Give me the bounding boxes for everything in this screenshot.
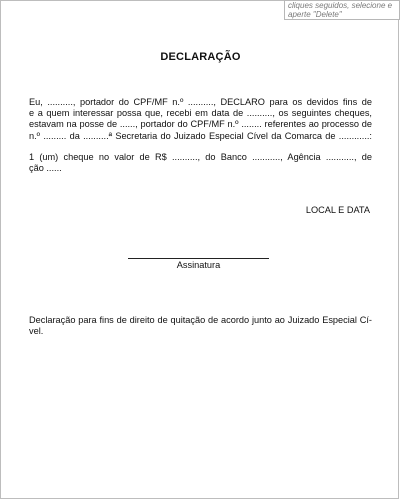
document-title: DECLARAÇÃO bbox=[160, 51, 241, 63]
declaration-line-2: e a quem interessar possa que, recebi em data de .........., os seguintes cheques, bbox=[29, 108, 372, 119]
declaration-line-3: estavam na posse de ......, portador do CPF/MF n.º ........ referentes ao processo de bbox=[29, 119, 372, 130]
local-and-date: LOCAL E DATA bbox=[305, 205, 370, 215]
declaration-line-1: Eu, .........., portador do CPF/MF n.º .........., DECLARO para os devidos fins de bbox=[29, 97, 372, 107]
declaration-line-4: n.º ......... da ..........ª Secretaria do Juizado Especial Cível da Comarca de ............: bbox=[29, 130, 372, 141]
edit-hint-line-1: cliques seguidos, selecione e bbox=[288, 1, 393, 10]
purpose-line-1: Declaração para fins de direito de quitação de acordo junto ao Juizado Especial Cí- bbox=[29, 315, 372, 325]
purpose-line-2: vel. bbox=[29, 326, 44, 337]
signature-line bbox=[128, 258, 269, 259]
cheque-line-1: 1 (um) cheque no valor de R$ .........., do Banco ..........., Agência ..........., de bbox=[29, 152, 372, 162]
signature-label: Assinatura bbox=[176, 260, 221, 270]
cheque-paragraph bbox=[29, 152, 372, 174]
purpose-paragraph bbox=[29, 315, 372, 337]
declaration-paragraph bbox=[29, 97, 372, 142]
edit-hint-line-2: aperte "Delete" bbox=[288, 10, 342, 19]
edit-hint-box bbox=[284, 0, 400, 20]
cheque-line-2: ção ...... bbox=[29, 163, 62, 174]
